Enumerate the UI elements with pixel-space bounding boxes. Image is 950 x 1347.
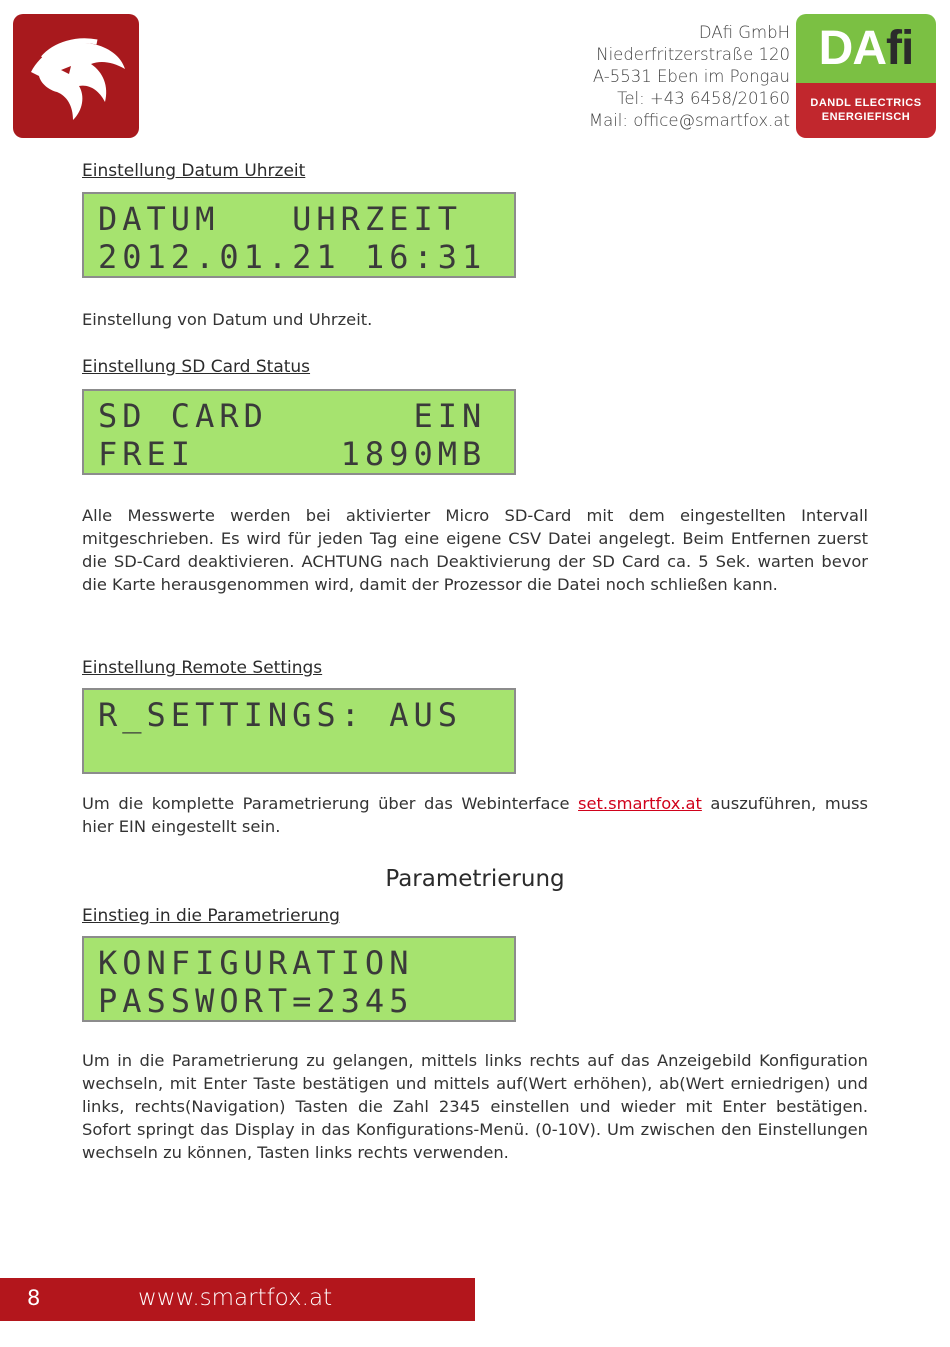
company-phone: Tel: +43 6458/20160 xyxy=(617,89,790,108)
company-mail: Mail: office@smartfox.at xyxy=(588,111,790,130)
lcd-line-1: KONFIGURATION xyxy=(98,944,414,982)
text-sd-card: Alle Messwerte werden bei aktivierter Micro SD-Card mit dem eingestellten Intervall mitgeschrieben. Es wird für jeden Tag eine eigene CSV Datei angelegt. Beim Entfernen zuerst die SD-Card deaktivieren. ACHTUNG nach Deaktivierung der SD Card ca. 5 Sek. warten bevor die Karte herausgenommen wird, damit der Prozessor die Datei noch schließen kann. xyxy=(82,506,868,594)
company-street: Niederfritzerstraße 120 xyxy=(596,45,790,64)
section-title-parametrierung: Parametrierung xyxy=(385,866,565,892)
lcd-line-1: DATUM UHRZEIT xyxy=(98,200,462,238)
heading-parametrierung: Einstieg in die Parametrierung xyxy=(82,906,340,926)
company-city: A-5531 Eben im Pongau xyxy=(592,67,790,86)
lcd-line-2: PASSWORT=2345 xyxy=(98,982,414,1020)
footer-bar xyxy=(0,1278,475,1321)
dafi-logo xyxy=(796,14,936,138)
lcd-datum-uhrzeit xyxy=(82,192,516,278)
footer-url[interactable]: www.smartfox.at xyxy=(138,1285,333,1311)
smartfox-logo xyxy=(13,14,139,138)
lcd-line-2: 2012.01.21 16:31 xyxy=(98,238,487,276)
lcd-parametrierung xyxy=(82,936,516,1022)
heading-sd-card: Einstellung SD Card Status xyxy=(82,357,311,377)
dafi-logo-sub1: DANDL ELECTRICS xyxy=(810,97,922,109)
company-name: DAfi GmbH xyxy=(698,23,790,42)
text-parametrierung: Um in die Parametrierung zu gelangen, mittels links rechts auf das Anzeigebild Konfiguration wechseln, mit Enter Taste bestätigen und mittels auf(Wert erhöhen), ab(Wert erniedrigen) und links, rechts(Navigation) Tasten die Zahl 2345 einstellen und wieder mit Enter bestätigen. Sofort springt das Display in das Konfigurations-Menü. (0-10V). Um zwischen den Einstellungen wechseln zu können, Tasten links rechts verwenden. xyxy=(82,1051,868,1162)
heading-remote-settings: Einstellung Remote Settings xyxy=(82,658,323,678)
text-remote-settings xyxy=(82,792,868,838)
dafi-logo-fi: fi xyxy=(886,22,914,75)
lcd-line-1: SD CARD EIN xyxy=(98,397,487,435)
dafi-logo-da: DA xyxy=(818,22,886,75)
lcd-line-2: FREI 1890MB xyxy=(98,435,487,473)
dafi-logo-sub2: ENERGIEFISCH xyxy=(821,111,911,123)
heading-datum-uhrzeit: Einstellung Datum Uhrzeit xyxy=(82,161,306,181)
lcd-remote-settings xyxy=(82,688,516,774)
company-address xyxy=(589,22,790,132)
text-remote-before: Um die komplette Parametrierung über das Webinterface xyxy=(82,794,579,813)
dafi-logo-wordmark xyxy=(796,14,936,83)
dafi-logo-subtitle xyxy=(796,83,936,138)
lcd-line-1: R_SETTINGS: AUS xyxy=(98,696,462,734)
smartfox-link[interactable]: set.smartfox.at xyxy=(578,794,702,813)
page-number: 8 xyxy=(27,1286,41,1310)
text-datum-uhrzeit: Einstellung von Datum und Uhrzeit. xyxy=(82,310,373,329)
text-remote-after: auszuführen, muss hier EIN eingestellt sein. xyxy=(82,794,868,836)
fox-icon xyxy=(13,14,139,138)
lcd-sd-card xyxy=(82,389,516,475)
